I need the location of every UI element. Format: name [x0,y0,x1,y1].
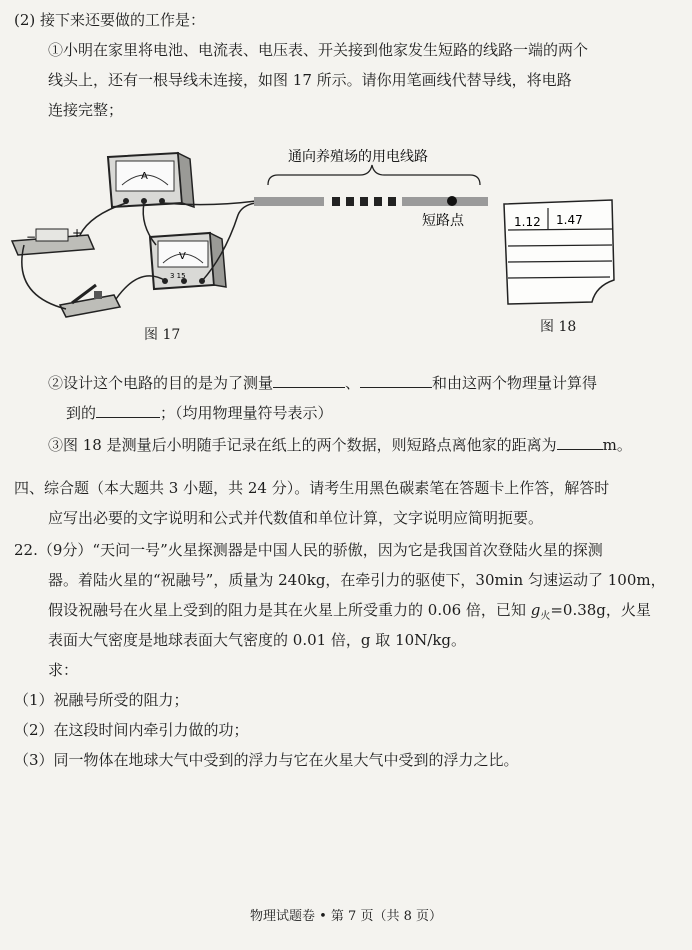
fig17-caption: 图 17 [144,327,181,343]
answer-blank-2[interactable] [360,372,432,388]
line-label: 通向养殖场的用电线路 [288,149,428,165]
fig18-caption: 图 18 [540,319,577,335]
q22-sub2: （2）在这段时间内牵引力做的功； [14,721,249,739]
voltmeter-terminals: 3 15 [170,272,186,280]
q22-sub1: （1）祝融号所受的阻力； [14,691,189,709]
svg-text:−: − [26,230,37,244]
section4-line2: 应写出必要的文字说明和公式并代数值和单位计算，文字说明应简明扼要。 [48,509,544,527]
step3-line: ③图 18 是测量后小明随手记录在纸上的两个数据，则短路点离他家的距离为 m。 [48,436,632,454]
svg-text:+: + [72,226,83,240]
section4-line1: 四、综合题（本大题共 3 小题，共 24 分）。请考生用黑色碳素笔在答题卡上作答，解答时 [14,479,610,497]
switch [60,285,120,317]
fig18-value2: 1.47 [556,213,583,227]
wires [22,201,256,309]
step1-line3: 连接完整； [48,101,124,119]
answer-blank-3[interactable] [96,402,160,418]
ammeter [108,153,194,207]
answer-blank-4[interactable] [557,434,603,450]
step1-line1: ①小明在家里将电池、电流表、电压表、开关接到他家发生短路的线路一端的两个 [48,41,589,59]
short-point-marker [447,196,457,206]
short-point-label: 短路点 [422,213,464,229]
q22-line3: 假设祝融号在火星上受到的阻力是其在火星上所受重力的 0.06 倍，已知 $g_火=0.38g$，火星 [48,601,651,622]
battery [12,226,94,255]
step2-line2: 到的 ；（均用物理量符号表示） [66,404,333,422]
q22-line1: 22.（9分）“天问一号”火星探测器是中国人民的骄傲，因为它是我国首次登陆火星的探测 [14,541,603,559]
figure-18 [500,196,636,308]
q22-line2: 器。着陆火星的“祝融号”，质量为 240kg，在牵引力的驱使下，30min 匀速运动了 100m， [48,571,666,589]
power-line [254,165,488,206]
q22-ask: 求： [48,661,79,679]
step2-line1: ②设计这个电路的目的是为了测量 、 和由这两个物理量计算得 [48,374,598,392]
q22-line4: 表面大气密度是地球表面大气密度的 0.01 倍，g 取 10N/kg。 [48,631,467,649]
svg-text:V: V [179,251,186,262]
voltmeter [150,233,226,289]
fig18-value1: 1.12 [514,215,541,229]
figure-17 [10,145,500,320]
part2-heading: (2) 接下来还要做的工作是： [14,11,206,29]
step1-line2: 线头上，还有一根导线未连接，如图 17 所示。请你用笔画线代替导线，将电路 [48,71,572,89]
answer-blank-1[interactable] [273,372,345,388]
page-footer: 物理试题卷 • 第 7 页（共 8 页） [249,909,442,924]
q22-sub3: （3）同一物体在地球大气中受到的浮力与它在火星大气中受到的浮力之比。 [14,751,519,769]
svg-text:A: A [141,171,148,182]
